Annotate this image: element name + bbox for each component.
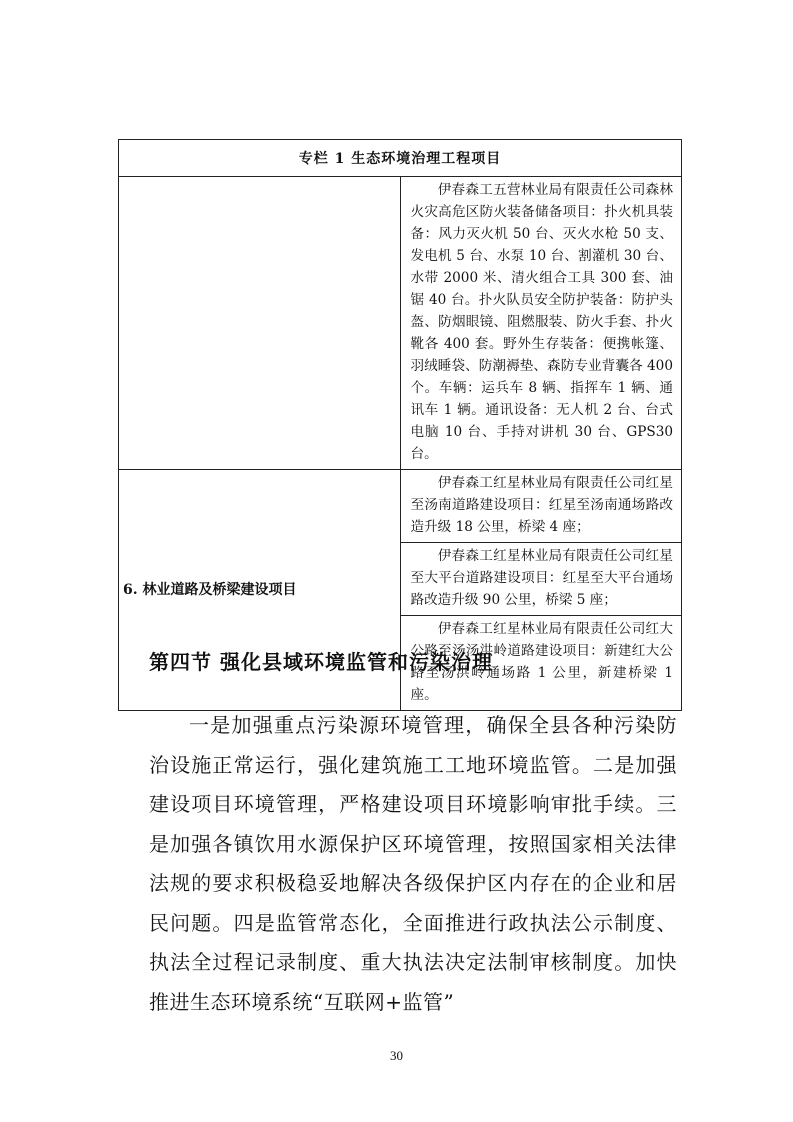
project-item: 伊春森工五营林业局有限责任公司森林火灾高危区防火装备储备项目：扑火机具装备：风力灭火机 50 台、灭火水枪 50 支、发电机 5 台、水泵 10 台、割灌机 30 台、水带 2000 米、清火组合工具 300 套、油锯 40 台。扑火队员安全防护装备：防护头盔、防烟眼镜、阻燃服装、防火手套、扑火靴各 400 套。野外生存装备：便携帐篷、羽绒睡袋、防潮褥垫、森防专业背囊各 400 个。车辆：运兵车 8 辆、指挥车 1 辆、通讯车 1 辆。通讯设备：无人机 2 台、台式电脑 10 台、手持对讲机 30 台、GPS30 台。: [400, 177, 682, 470]
project-box-table: [118, 139, 682, 711]
category-cell: [119, 177, 401, 470]
box-header-row: [119, 140, 682, 177]
category-cell: 6. 林业道路及桥梁建设项目: [119, 470, 401, 711]
project-item: 伊春森工红星林业局有限责任公司红大公路至汤汤洪岭道路建设项目：新建红大公路至汤洪岭通场路 1 公里，新建桥梁 1 座。: [400, 616, 682, 711]
project-item: 伊春森工红星林业局有限责任公司红星至汤南道路建设项目：红星至汤南通场路改造升级 18 公里，桥梁 4 座；: [400, 470, 682, 543]
page-number: 30: [390, 1048, 403, 1063]
project-item: 伊春森工红星林业局有限责任公司红星至大平台道路建设项目：红星至大平台通场路改造升级 90 公里，桥梁 5 座；: [400, 543, 682, 616]
table-row: [119, 470, 682, 543]
body-paragraph: 一是加强重点污染源环境管理，确保全县各种污染防治设施正常运行，强化建筑施工工地环境监管。二是加强建设项目环境管理，严格建设项目环境影响审批手续。三是加强各镇饮用水源保护区环境管理，按照国家相关法律法规的要求积极稳妥地解决各级保护区内存在的企业和居民问题。四是监管常态化，全面推进行政执法公示制度、执法全过程记录制度、重大执法决定法制审核制度。加快推进生态环境系统“互联网+监管”: [149, 713, 677, 1014]
table-row: [119, 177, 682, 470]
box-title: 专栏 1 生态环境治理工程项目: [119, 140, 682, 177]
section-heading: 第四节 强化县域环境监管和污染治理: [149, 650, 493, 674]
